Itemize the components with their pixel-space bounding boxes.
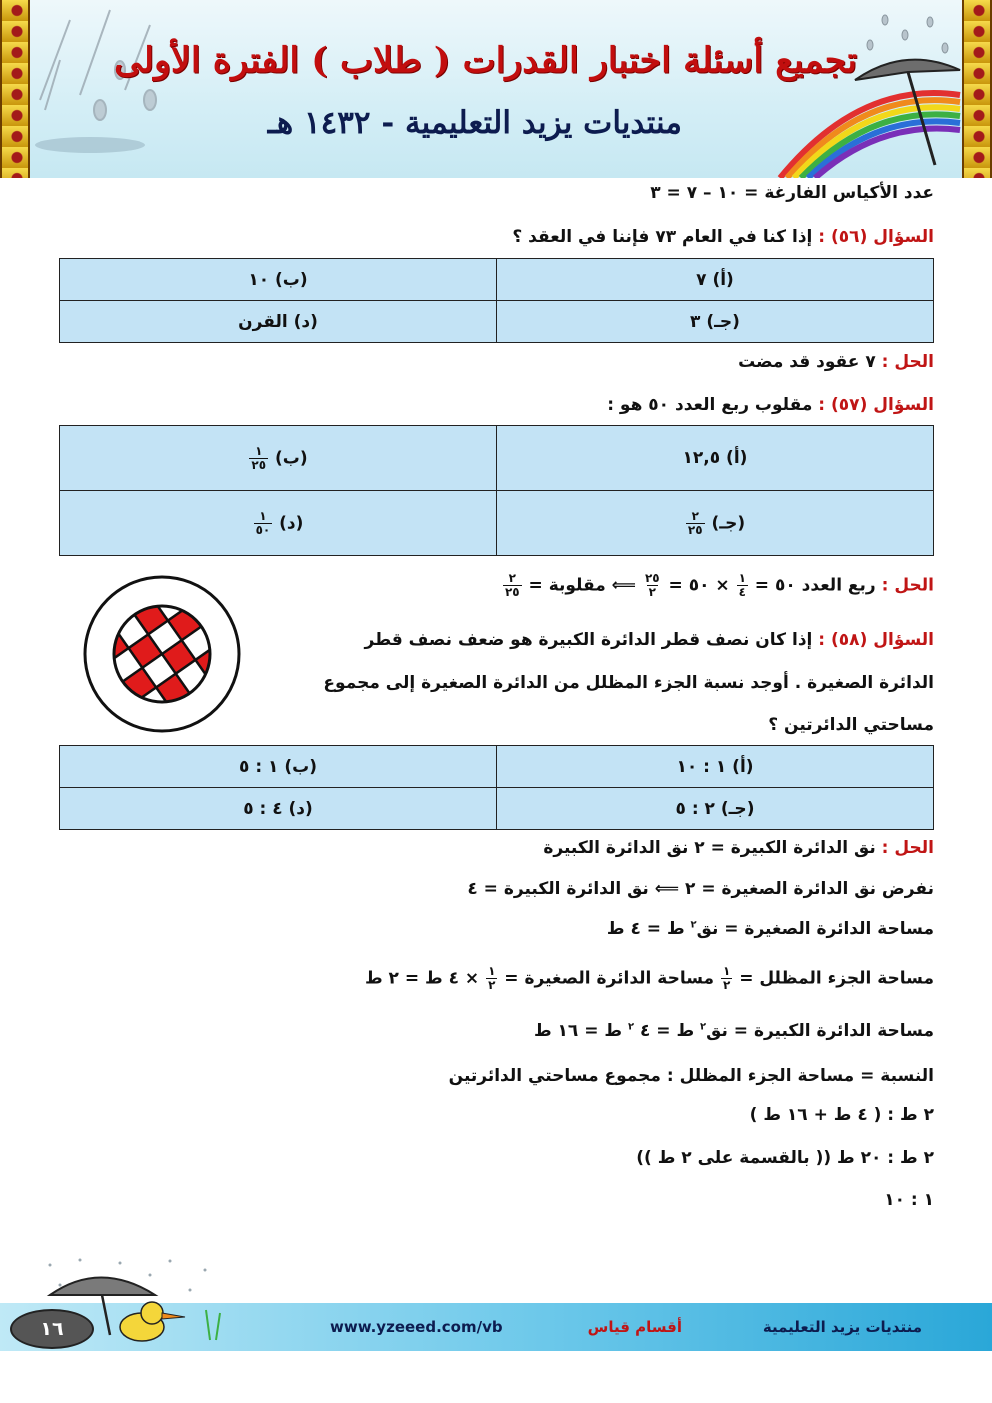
decorative-border-left bbox=[0, 0, 30, 178]
fraction-denominator: ٢٥ bbox=[251, 457, 267, 472]
fraction-numerator: ١ bbox=[738, 571, 746, 585]
question-58-line-1 bbox=[365, 630, 935, 650]
q57-option-c[interactable] bbox=[497, 491, 934, 556]
page-title: تجميع أسئلة اختبار القدرات ( طلاب ) الفترة الأولى bbox=[114, 40, 857, 81]
q57-option-a[interactable]: (أ) ١٢,٥ bbox=[497, 426, 934, 491]
q58-solution-line-7: ٢ ط : ( ٤ ط + ١٦ ط ) bbox=[749, 1105, 934, 1125]
page-subtitle: منتديات يزيد التعليمية - ١٤٣٢ هـ bbox=[267, 105, 682, 141]
q57-option-d[interactable] bbox=[60, 491, 497, 556]
solution-text: × ٤ ط = ٢ ط bbox=[364, 968, 486, 989]
solution-text: مساحة الجزء المظلل = bbox=[733, 968, 934, 989]
q58-solution-line-9: ١ : ١٠ bbox=[884, 1190, 934, 1210]
question-57-options bbox=[59, 425, 934, 556]
footer-forum-name: منتديات يزيد التعليمية bbox=[762, 1318, 922, 1336]
q56-option-d[interactable]: (د) القرن bbox=[60, 301, 497, 343]
decorative-border-right bbox=[962, 0, 992, 178]
solution-text: ط = ٤ bbox=[634, 1021, 701, 1041]
fraction-denominator: ٥٠ bbox=[255, 522, 271, 537]
q58-option-a[interactable]: (أ) ١ : ١٠ bbox=[497, 746, 934, 788]
circles-figure bbox=[62, 574, 262, 734]
square-exponent: ٢ bbox=[700, 1021, 707, 1033]
q58-solution-line-3 bbox=[607, 919, 934, 939]
fraction-denominator: ٤ bbox=[738, 585, 746, 599]
intro-line: عدد الأكياس الفارغة = ١٠ – ٧ = ٣ bbox=[650, 183, 934, 203]
solution-text: مساحة الدائرة الصغيرة = نق bbox=[696, 919, 934, 939]
solution-fraction-result bbox=[643, 572, 662, 599]
solution-text: × ٥٠ = bbox=[662, 575, 736, 596]
solution-label: الحل : bbox=[881, 838, 934, 858]
footer-url[interactable]: www.yzeeed.com/vb bbox=[330, 1318, 503, 1336]
q58-option-d[interactable]: (د) ٤ : ٥ bbox=[60, 788, 497, 830]
fraction-denominator: ٢ bbox=[648, 585, 656, 599]
q57-option-c-prefix: (جـ) bbox=[711, 513, 746, 533]
solution-text: ط = ١٦ ط bbox=[533, 1021, 628, 1041]
question-58-options bbox=[59, 745, 934, 830]
q58-solution-line-8: ٢ ط : ٢٠ ط (( بالقسمة على ٢ ط )) bbox=[636, 1148, 934, 1168]
question-56 bbox=[512, 227, 934, 247]
footer-section[interactable]: أقسام قياس bbox=[587, 1318, 682, 1336]
rain-umbrella-illustration bbox=[0, 0, 992, 178]
question-57 bbox=[607, 395, 934, 415]
q58-solution-line-6: النسبة = مساحة الجزء المظلل : مجموع مساحتي الدائرتين bbox=[448, 1066, 934, 1086]
header-banner bbox=[0, 0, 992, 178]
question-58-label: السؤال (٥٨) : bbox=[818, 630, 934, 650]
question-56-label: السؤال (٥٦) : bbox=[818, 227, 934, 247]
page-number: ١٦ bbox=[10, 1309, 94, 1349]
fraction-numerator: ١ bbox=[255, 443, 263, 458]
fraction-numerator: ٢ bbox=[691, 508, 699, 523]
solution-text: نق الدائرة الكبيرة = ٢ نق الدائرة الكبيرة bbox=[543, 838, 882, 858]
q57-option-b-fraction bbox=[249, 445, 268, 472]
question-58-line-3: مساحتي الدائرتين ؟ bbox=[768, 715, 934, 735]
solution-fraction-half bbox=[486, 965, 497, 992]
solution-text: مساحة الدائرة الكبيرة = نق bbox=[706, 1021, 934, 1041]
fraction-numerator: ١ bbox=[722, 964, 731, 978]
solution-text: ط = ٤ ط bbox=[606, 919, 691, 939]
fraction-denominator: ٢ bbox=[488, 978, 496, 992]
q58-solution-line-1 bbox=[543, 838, 934, 858]
q58-option-b[interactable]: (ب) ١ : ٥ bbox=[60, 746, 497, 788]
fraction-numerator: ٢٥ bbox=[644, 571, 660, 585]
q58-solution-line-5 bbox=[534, 1021, 934, 1041]
question-56-solution bbox=[738, 352, 934, 372]
question-58-line-2: الدائرة الصغيرة . أوجد نسبة الجزء المظلل من الدائرة الصغيرة إلى مجموع bbox=[323, 673, 934, 693]
solution-fraction-reciprocal bbox=[503, 572, 522, 599]
question-56-options bbox=[59, 258, 934, 343]
fraction-denominator: ٢٥ bbox=[687, 522, 703, 537]
q57-option-d-fraction bbox=[254, 510, 273, 537]
solution-text: مساحة الدائرة الصغيرة = bbox=[498, 968, 720, 989]
q57-option-b[interactable] bbox=[60, 426, 497, 491]
solution-fraction-quarter bbox=[737, 572, 748, 599]
fraction-denominator: ٢٥ bbox=[504, 585, 520, 599]
q58-solution-line-2: نفرض نق الدائرة الصغيرة = ٢ ⟸ نق الدائرة الكبيرة = ٤ bbox=[467, 879, 934, 899]
question-57-text: مقلوب ربع العدد ٥٠ هو : bbox=[607, 395, 819, 415]
solution-text: ٧ عقود قد مضت bbox=[738, 352, 882, 372]
solution-fraction-half bbox=[721, 965, 732, 992]
fraction-numerator: ١ bbox=[488, 964, 496, 978]
q57-option-d-prefix: (د) bbox=[279, 513, 304, 533]
question-57-solution bbox=[502, 572, 934, 599]
q56-option-c[interactable]: (جـ) ٣ bbox=[497, 301, 934, 343]
solution-text: ⟸ مقلوبة = bbox=[522, 575, 642, 596]
solution-text: ربع العدد ٥٠ = bbox=[748, 575, 882, 596]
square-exponent: ٢ bbox=[690, 919, 697, 931]
fraction-numerator: ٢ bbox=[508, 571, 516, 585]
question-56-text: إذا كنا في العام ٧٣ فإننا في العقد ؟ bbox=[512, 227, 819, 247]
fraction-numerator: ١ bbox=[259, 508, 267, 523]
q58-option-c[interactable]: (جـ) ٢ : ٥ bbox=[497, 788, 934, 830]
solution-label: الحل : bbox=[881, 352, 934, 372]
q56-option-a[interactable]: (أ) ٧ bbox=[497, 259, 934, 301]
q57-option-c-fraction bbox=[686, 510, 705, 537]
question-58-text: إذا كان نصف قطر الدائرة الكبيرة هو ضعف نصف قطر bbox=[364, 630, 819, 650]
fraction-denominator: ٢ bbox=[722, 978, 731, 992]
q57-option-b-prefix: (ب) bbox=[274, 448, 308, 468]
solution-label: الحل : bbox=[881, 575, 934, 596]
question-57-label: السؤال (٥٧) : bbox=[818, 395, 934, 415]
q56-option-b[interactable]: (ب) ١٠ bbox=[60, 259, 497, 301]
square-exponent: ٢ bbox=[627, 1021, 635, 1033]
q58-solution-line-4 bbox=[365, 965, 934, 992]
